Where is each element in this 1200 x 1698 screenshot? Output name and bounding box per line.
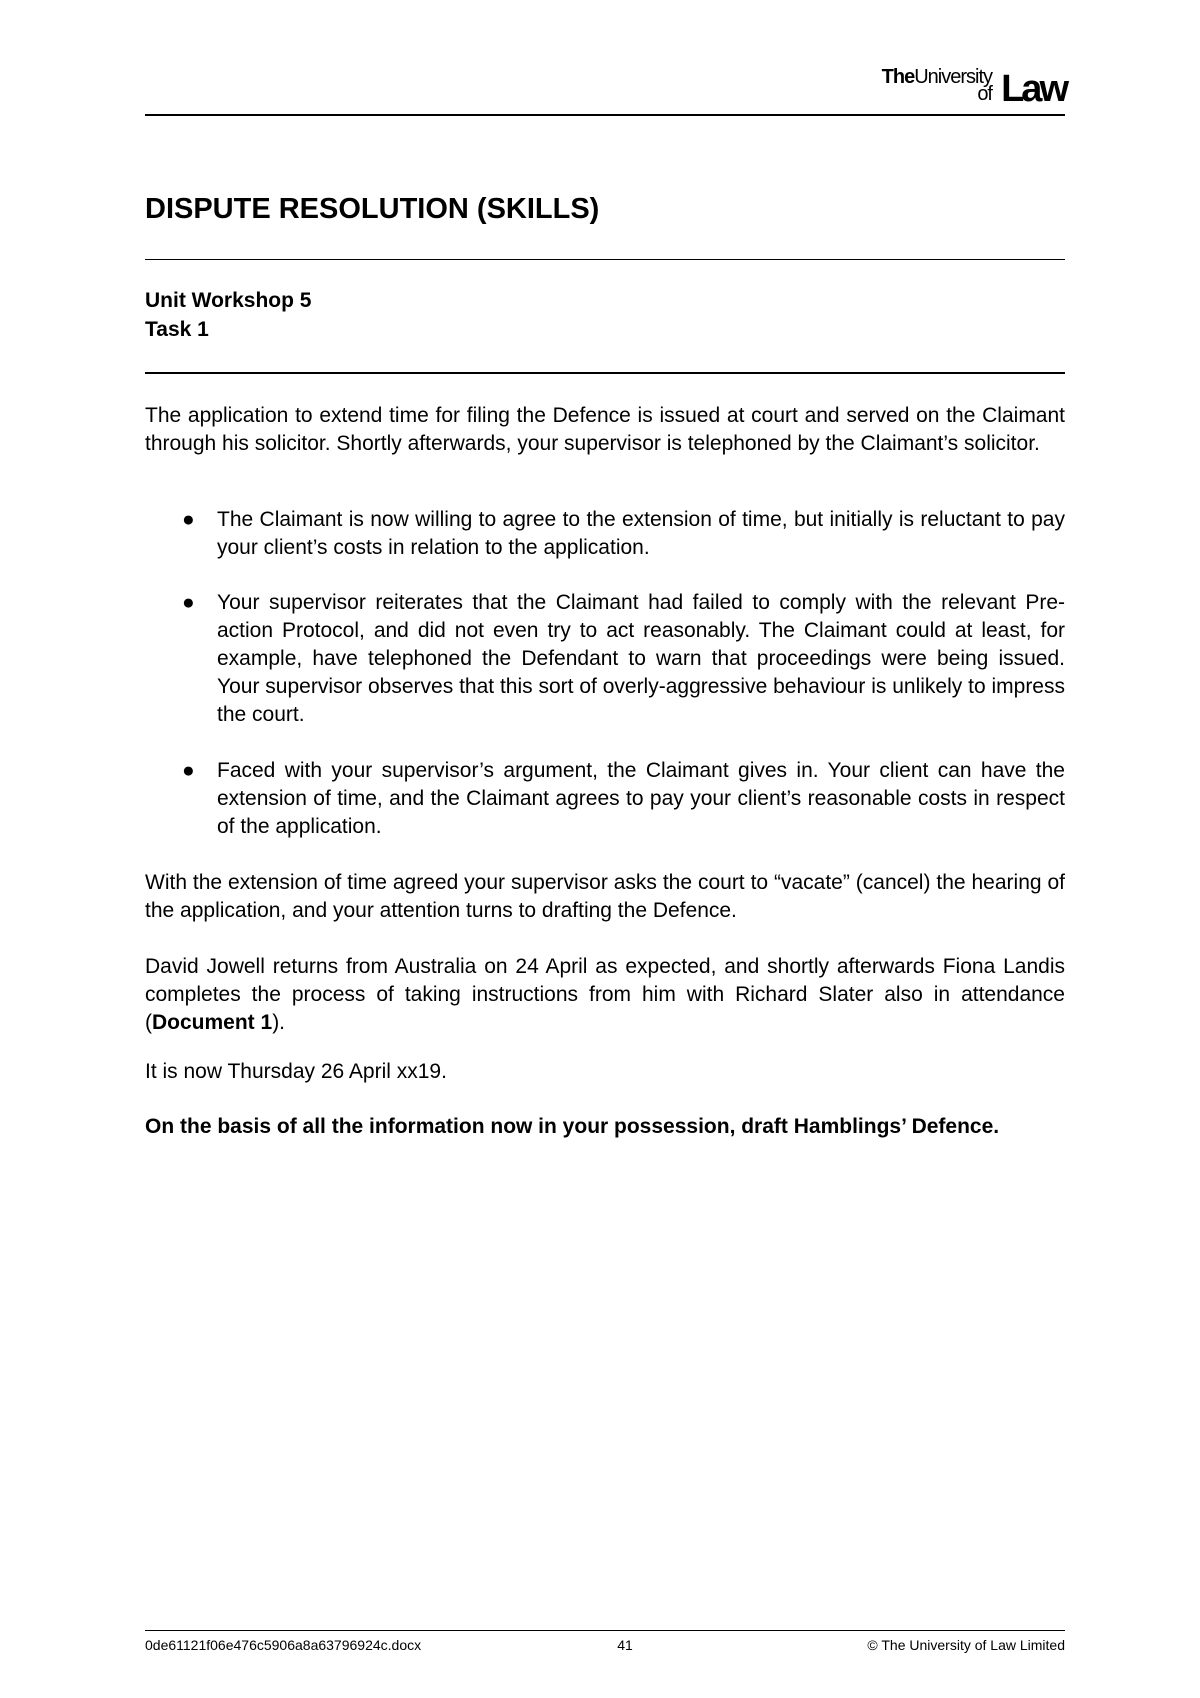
bullet-text: Faced with your supervisor’s argument, the Claimant gives in. Your client can have the extension of time, and the Claimant agrees to pay your client’s reasonable costs in respect of the application. (217, 759, 1065, 838)
bullet-marker: ● (182, 759, 195, 782)
footer-rule (145, 1630, 1065, 1631)
footer-copyright: © The University of Law Limited (867, 1637, 1065, 1653)
footer-page-number: 41 (617, 1637, 633, 1653)
document-title: DISPUTE RESOLUTION (SKILLS) (145, 193, 600, 225)
logo-law-text: Law (1001, 68, 1066, 110)
task-rule (145, 372, 1065, 374)
university-logo (856, 66, 1066, 110)
footer-filename: 0de61121f06e476c5906a8a63796924c.docx (145, 1637, 422, 1653)
document-reference: Document 1 (152, 1011, 273, 1034)
title-rule (145, 259, 1065, 260)
date-line: It is now Thursday 26 April xx19. (145, 1060, 447, 1083)
bullet-marker: ● (182, 591, 195, 614)
bullet-marker: ● (182, 508, 195, 531)
jowell-paragraph: David Jowell returns from Australia on 24 April as expected, and shortly afterwards Fiona Landis completes the process of taking instructions from him with Richard Slater also in attendance (Document 1). (145, 955, 1065, 1034)
bullet-text: Your supervisor reiterates that the Claimant had failed to comply with the relevant Pre-action Protocol, and did not even try to act reasonably. The Claimant could at least, for example, have telephoned the Defendant to warn that proceedings were being issued. Your supervisor observes that this sort of overly-aggressive behaviour is unlikely to impress the court. (217, 591, 1065, 726)
logo-university-text: TheUniversity (881, 66, 992, 88)
header-rule (145, 114, 1065, 116)
instruction-paragraph: On the basis of all the information now in your possession, draft Hamblings’ Defence. (145, 1115, 1000, 1138)
bullet-text: The Claimant is now willing to agree to the extension of time, but initially is reluctant to pay your client’s costs in relation to the application. (217, 508, 1065, 559)
unit-heading: Unit Workshop 5 (145, 289, 312, 312)
logo-of-text: of (977, 83, 992, 105)
intro-paragraph: The application to extend time for filing the Defence is issued at court and served on the Claimant through his solicitor. Shortly afterwards, your supervisor is telephoned by the Claimant’s solicitor. (145, 404, 1065, 455)
task-heading: Task 1 (145, 318, 209, 341)
vacate-paragraph: With the extension of time agreed your supervisor asks the court to “vacate” (cancel) the hearing of the application, and your attention turns to drafting the Defence. (145, 871, 1065, 922)
